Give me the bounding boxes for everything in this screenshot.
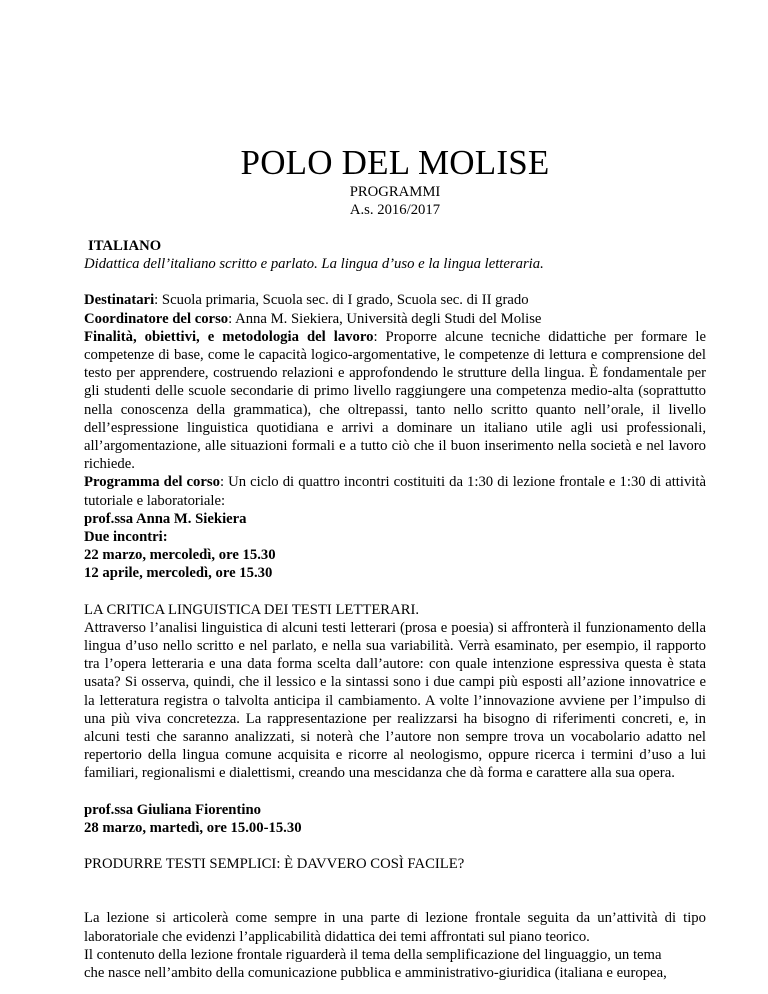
- lesson2-date: 28 marzo, martedì, ore 15.00-15.30: [84, 819, 302, 836]
- program-label: Programma del corso: [84, 474, 220, 491]
- coordinator: [84, 310, 706, 328]
- teacher-name: prof.ssa Anna M. Siekiera: [84, 510, 247, 527]
- recipients-text: : Scuola primaria, Scuola sec. di I grado, Scuola sec. di II grado: [154, 292, 529, 309]
- lesson1-body: Attraverso l’analisi linguistica di alcuni testi letterari (prosa e poesia) si affronterà il funzionamento della lingua d’uso nello scritto e nel parlato, e nella sua variabilità. Verrà esaminato, per esempio, il rapporto tra l’opera letteraria e una data forma scelta dall’autore: con quale intenzione espressiva questa è stata usata? Si osserva, quindi, che il lessico e la sintassi sono i due campi più esposti all’azione innovatrice e la letteratura registra o talvolta anticipa il cambiamento. A volte l’innovazione avviene per l’impulso di una più viva concretezza. La rappresentazione per realizzarsi ha bisogno di riferimenti concreti, e, in alcuni testi che saranno analizzati, si noterà che l’autore non sempre trova un vocabolario adatto nel repertorio della lingua comune acquisita e ricorre al neologismo, oppure ricerca i termini d’uso a lui familiari, regionalismi e dialettismi, creando una mescidanza che dà forma e carattere alla sua opera.: [84, 619, 706, 782]
- course-title: Didattica dell’italiano scritto e parlato. La lingua d’uso e la lingua letteraria.: [84, 256, 544, 273]
- program-paragraph: [84, 473, 706, 509]
- lesson2-teacher: prof.ssa Giuliana Fiorentino: [84, 801, 261, 818]
- lesson2-body-2-line-2: che nasce nell’ambito della comunicazione pubblica e amministrativo-giuridica (italiana e europea,: [84, 964, 667, 981]
- lesson2-body-2-line-1: Il contenuto della lezione frontale riguarderà il tema della semplificazione del linguaggio, un tema: [84, 946, 662, 963]
- aims-paragraph: [84, 328, 706, 474]
- lesson2-body-1: La lezione si articolerà come sempre in una parte di lezione frontale seguita da un’attività di tipo laboratoriale che evidenzi l’applicabilità didattica dei temi affrontati sul piano teorico.: [84, 910, 706, 945]
- document-title: POLO DEL MOLISE: [240, 143, 550, 182]
- meeting-date-1: 22 marzo, mercoledì, ore 15.30: [84, 547, 276, 564]
- program-text: : Un ciclo di quattro incontri costituiti da 1:30 di lezione frontale e 1:30 di attività tutoriale e laboratoriale:: [84, 474, 706, 509]
- coordinator-label: Coordinatore del corso: [84, 310, 229, 327]
- aims-label: Finalità, obiettivi, e metodologia del lavoro: [84, 328, 374, 345]
- recipients: [84, 291, 706, 309]
- lesson2-title: PRODURRE TESTI SEMPLICI: È DAVVERO COSÌ FACILE?: [84, 856, 465, 873]
- meetings-label: Due incontri:: [84, 529, 168, 546]
- coordinator-text: : Anna M. Siekiera, Università degli Studi del Molise: [228, 310, 542, 327]
- school-year: A.s. 2016/2017: [349, 202, 441, 218]
- meeting-date-2: 12 aprile, mercoledì, ore 15.30: [84, 565, 273, 582]
- section-title: ITALIANO: [88, 238, 162, 254]
- recipients-label: Destinatari: [84, 292, 155, 309]
- document-subtitle: PROGRAMMI: [349, 184, 441, 200]
- aims-text: : Proporre alcune tecniche didattiche per formare le competenze di base, come le capacità logico-argomentative, le competenze di lettura e comprensione del testo per apprendere, costruendo relazioni e approfondendo le strutture della lingua. È fondamentale per gli studenti delle scuole secondarie di primo livello raggiungere una competenza medio-alta (soprattutto nella conoscenza della grammatica), che oltrepassi, tanto nello scritto quanto nell’orale, il livello dell’espressione linguistica quotidiana e arrivi a dominare un italiano utile agli usi professionali, all’argomentazione, alle situazioni formali e a tutto ciò che il buon inserimento nella società e nel lavoro richiede.: [84, 328, 706, 473]
- lesson1-title: LA CRITICA LINGUISTICA DEI TESTI LETTERARI.: [84, 601, 420, 618]
